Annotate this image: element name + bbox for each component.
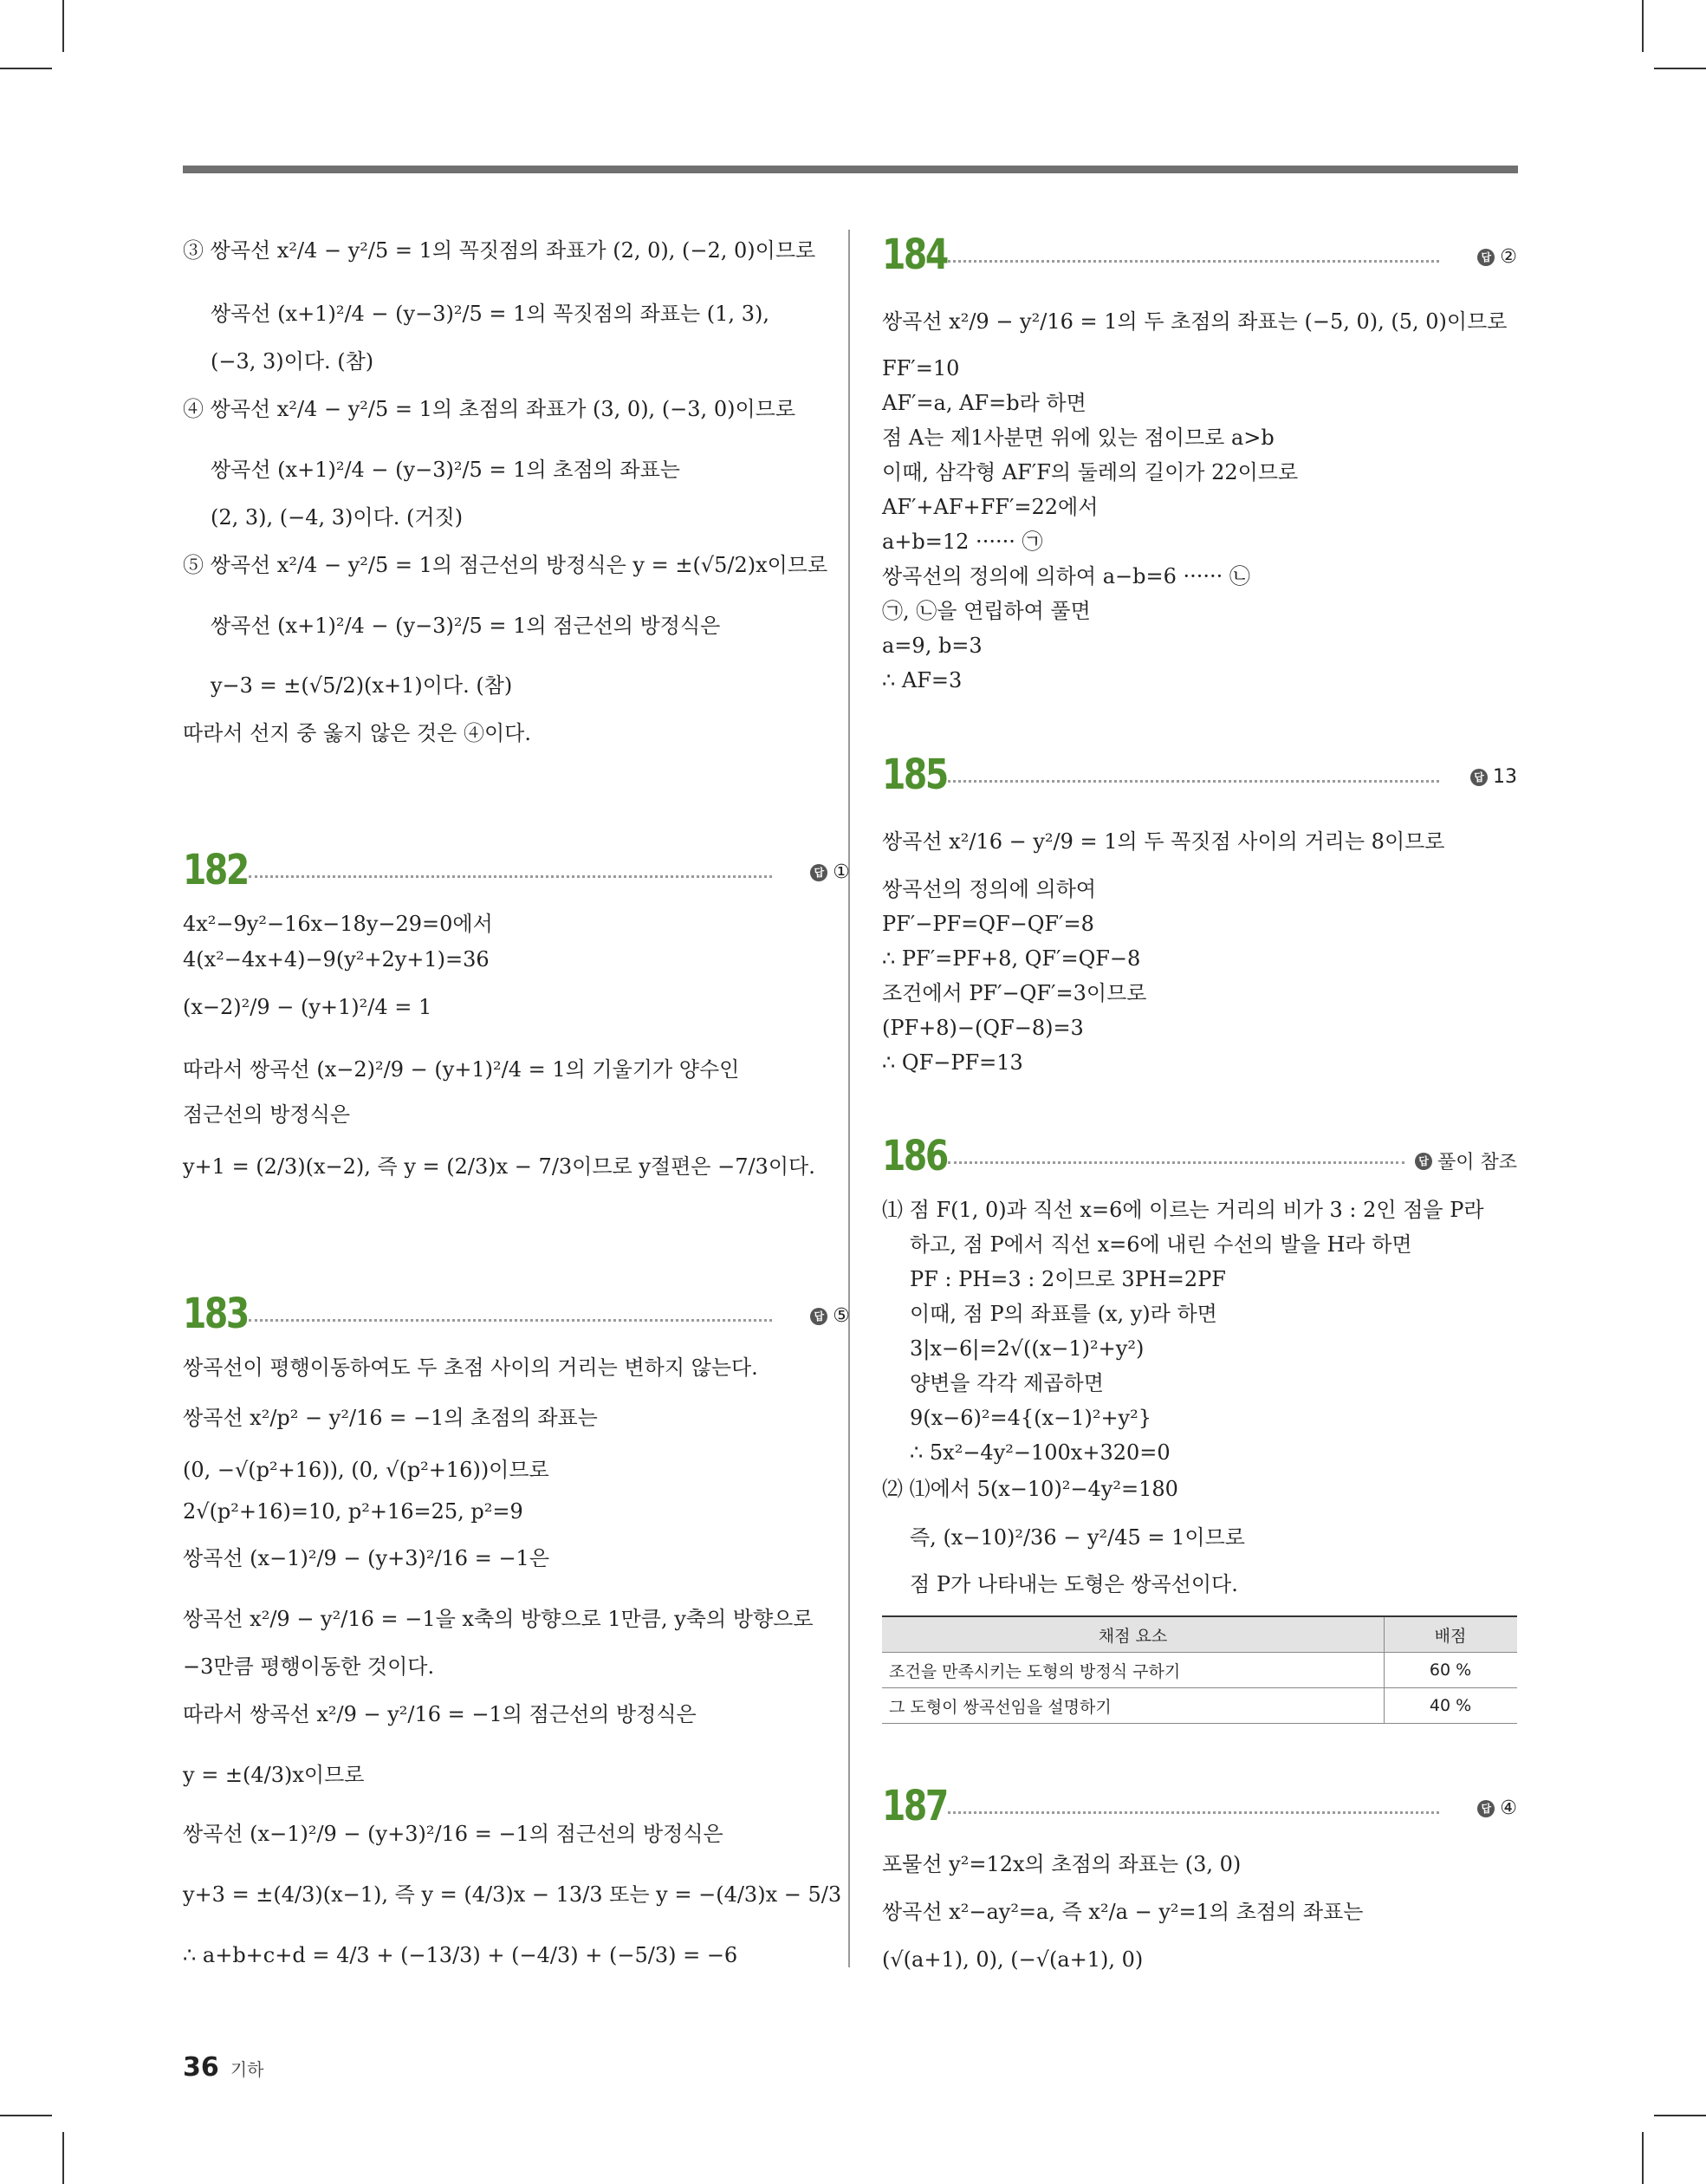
solution-line: PF′−PF=QF−QF′=8 [882,912,1094,936]
solution-line: ⑵ ⑴에서 5(x−10)²−4y²=180 [882,1477,1178,1501]
solution-line: 4(x²−4x+4)−9(y²+2y+1)=36 [183,947,490,972]
solution-line: 하고, 점 P에서 직선 x=6에 내린 수선의 발을 H라 하면 [910,1232,1412,1257]
leader-dots [249,1319,772,1322]
answer-label [810,1305,850,1327]
solution-line: 쌍곡선의 정의에 의하여 [882,877,1097,901]
problem-number: 185 [882,751,947,799]
problem-header [183,846,850,894]
answer-value: ⑤ [833,1305,850,1327]
page-number: 36 [183,2052,219,2083]
conclusion-line: 따라서 선지 중 옳지 않은 것은 ④이다. [183,721,531,745]
answer-badge-icon: 답 [1477,249,1495,266]
answer-label [1415,1147,1517,1174]
solution-line: 포물선 y²=12x의 초점의 좌표는 (3, 0) [882,1852,1242,1876]
solution-line: 따라서 쌍곡선 (x−2)²/9 − (y+1)²/4 = 1의 기울기가 양수인 [183,1057,740,1082]
problem-number: 186 [882,1132,947,1180]
solution-line: FF′=10 [882,356,960,380]
table-cell: 조건을 만족시키는 도형의 방정식 구하기 [882,1653,1385,1688]
page-footer [183,2052,263,2083]
problem-number: 187 [882,1782,947,1830]
solution-line: 이때, 삼각형 AF′F의 둘레의 길이가 22이므로 [882,460,1299,484]
solution-line: 양변을 각각 제곱하면 [910,1371,1104,1395]
table-cell: 40 % [1385,1688,1518,1724]
solution-line: 따라서 쌍곡선 x²/9 − y²/16 = −1의 점근선의 방정식은 [183,1702,697,1726]
solution-line: ∴ 5x²−4y²−100x+320=0 [910,1440,1171,1465]
header-rule [183,166,1518,173]
answer-label [810,861,850,883]
solution-line: 쌍곡선 (x−1)²/9 − (y+3)²/16 = −1의 점근선의 방정식은 [183,1822,723,1846]
table-row [882,1688,1517,1724]
crop-mark [1654,2115,1706,2116]
solution-line: 쌍곡선 x²−ay²=a, 즉 x²/a − y²=1의 초점의 좌표는 [882,1900,1364,1924]
solution-line: y+3 = ±(4/3)(x−1), 즉 y = (4/3)x − 13/3 또는 y = −(4/3)x − 5/3 [183,1882,842,1907]
problem-number: 184 [882,231,947,279]
leader-dots [948,1811,1439,1814]
solution-line: 쌍곡선 x²/p² − y²/16 = −1의 초점의 좌표는 [183,1406,598,1430]
table-cell: 그 도형이 쌍곡선임을 설명하기 [882,1688,1385,1724]
solution-line: 2√(p²+16)=10, p²+16=25, p²=9 [183,1499,523,1524]
solution-line: 4x²−9y²−16x−18y−29=0에서 [183,912,493,936]
answer-badge-icon: 답 [810,864,827,881]
column-divider [848,230,850,1967]
solution-line: ∴ PF′=PF+8, QF′=QF−8 [882,946,1141,971]
solution-line: 점 A는 제1사분면 위에 있는 점이므로 a>b [882,426,1275,450]
solution-line: (x−2)²/9 − (y+1)²/4 = 1 [183,995,432,1019]
solution-line: 쌍곡선 (x+1)²/4 − (y−3)²/5 = 1의 꼭짓점의 좌표는 (1, 3), [211,302,769,326]
solution-line: ∴ AF=3 [882,668,963,692]
solution-line: 조건에서 PF′−QF′=3이므로 [882,981,1147,1005]
solution-line: 쌍곡선 x²/16 − y²/9 = 1의 두 꼭짓점 사이의 거리는 8이므로 [882,829,1445,854]
answer-value: 풀이 참조 [1437,1152,1517,1173]
solution-line: ⑤ 쌍곡선 x²/4 − y²/5 = 1의 점근선의 방정식은 y = ±(√5/2)x이므로 [183,553,828,577]
answer-value: 13 [1493,766,1517,788]
solution-line: 즉, (x−10)²/36 − y²/45 = 1이므로 [910,1525,1245,1550]
table-header: 채점 요소 [882,1616,1385,1653]
solution-line: PF : PH=3 : 2이므로 3PH=2PF [910,1267,1226,1291]
solution-line: (√(a+1), 0), (−√(a+1), 0) [882,1947,1144,1972]
solution-line: y = ±(4/3)x이므로 [183,1763,365,1787]
answer-badge-icon: 답 [1415,1153,1432,1170]
answer-label [1477,1797,1517,1819]
solution-line: ㉠, ㉡을 연립하여 풀면 [882,599,1091,623]
problem-number: 182 [183,846,248,894]
table-row [882,1653,1517,1688]
solution-line: a=9, b=3 [882,634,983,658]
solution-line: 쌍곡선 x²/9 − y²/16 = −1을 x축의 방향으로 1만큼, y축의 방향으로 [183,1607,814,1631]
leader-dots [948,780,1439,783]
problem-header [882,231,1517,279]
problem-header [882,1782,1517,1830]
crop-mark [1642,0,1644,52]
solution-line: (PF+8)−(QF−8)=3 [882,1016,1084,1040]
solution-line: ∴ QF−PF=13 [882,1050,1023,1075]
solution-line: 점 P가 나타내는 도형은 쌍곡선이다. [910,1572,1238,1596]
solution-line: 쌍곡선 (x+1)²/4 − (y−3)²/5 = 1의 점근선의 방정식은 [211,614,721,638]
solution-line: ∴ a+b+c+d = 4/3 + (−13/3) + (−4/3) + (−5/3) = −6 [183,1943,738,1967]
solution-line: 쌍곡선 (x−1)²/9 − (y+3)²/16 = −1은 [183,1546,550,1570]
crop-mark [0,68,52,69]
solution-line: 쌍곡선의 정의에 의하여 a−b=6 ······ ㉡ [882,564,1250,588]
answer-badge-icon: 답 [1470,769,1488,786]
solution-line: (2, 3), (−4, 3)이다. (거짓) [211,505,464,530]
solution-line: 3|x−6|=2√((x−1)²+y²) [910,1336,1145,1361]
solution-line: 쌍곡선 (x+1)²/4 − (y−3)²/5 = 1의 초점의 좌표는 [211,458,680,482]
table-header: 배점 [1385,1616,1518,1653]
crop-mark [0,2115,52,2116]
crop-mark [62,2132,64,2184]
crop-mark [1654,68,1706,69]
scoring-table [882,1615,1517,1724]
solution-line: 쌍곡선이 평행이동하여도 두 초점 사이의 거리는 변하지 않는다. [183,1355,758,1380]
solution-line: (−3, 3)이다. (참) [211,349,374,374]
solution-line: ⑴ 점 F(1, 0)과 직선 x=6에 이르는 거리의 비가 3 : 2인 점을 P라 [882,1198,1484,1222]
solution-line: ④ 쌍곡선 x²/4 − y²/5 = 1의 초점의 좌표가 (3, 0), (−3, 0)이므로 [183,397,796,421]
problem-header [882,1132,1517,1180]
table-cell: 60 % [1385,1653,1518,1688]
solution-line: ③ 쌍곡선 x²/4 − y²/5 = 1의 꼭짓점의 좌표가 (2, 0), (−2, 0)이므로 [183,238,816,263]
solution-line: 9(x−6)²=4{(x−1)²+y²} [910,1406,1151,1430]
problem-header [882,751,1517,799]
solution-line: y+1 = (2/3)(x−2), 즉 y = (2/3)x − 7/3이므로 y절편은 −7/3이다. [183,1154,815,1179]
solution-line: 점근선의 방정식은 [183,1102,351,1127]
problem-header [183,1290,850,1338]
leader-dots [249,875,772,878]
solution-line: y−3 = ±(√5/2)(x+1)이다. (참) [211,673,513,698]
table-header-row [882,1616,1517,1653]
leader-dots [948,1161,1404,1164]
solution-line: AF′+AF+FF′=22에서 [882,495,1099,519]
answer-label [1477,246,1517,268]
problem-number: 183 [183,1290,248,1338]
answer-value: ④ [1500,1797,1517,1819]
solution-line: a+b=12 ······ ㉠ [882,530,1043,554]
answer-label [1470,766,1517,788]
leader-dots [948,260,1439,263]
section-title: 기하 [230,2059,264,2080]
answer-badge-icon: 답 [1477,1800,1495,1817]
answer-badge-icon: 답 [810,1308,827,1325]
crop-mark [1642,2132,1644,2184]
solution-line: −3만큼 평행이동한 것이다. [183,1654,435,1679]
solution-line: AF′=a, AF=b라 하면 [882,391,1087,415]
solution-line: 쌍곡선 x²/9 − y²/16 = 1의 두 초점의 좌표는 (−5, 0), (5, 0)이므로 [882,309,1508,334]
solution-line: 이때, 점 P의 좌표를 (x, y)라 하면 [910,1302,1217,1326]
solution-line: (0, −√(p²+16)), (0, √(p²+16))이므로 [183,1458,549,1482]
answer-value: ① [833,861,850,883]
crop-mark [62,0,64,52]
answer-value: ② [1500,246,1517,268]
